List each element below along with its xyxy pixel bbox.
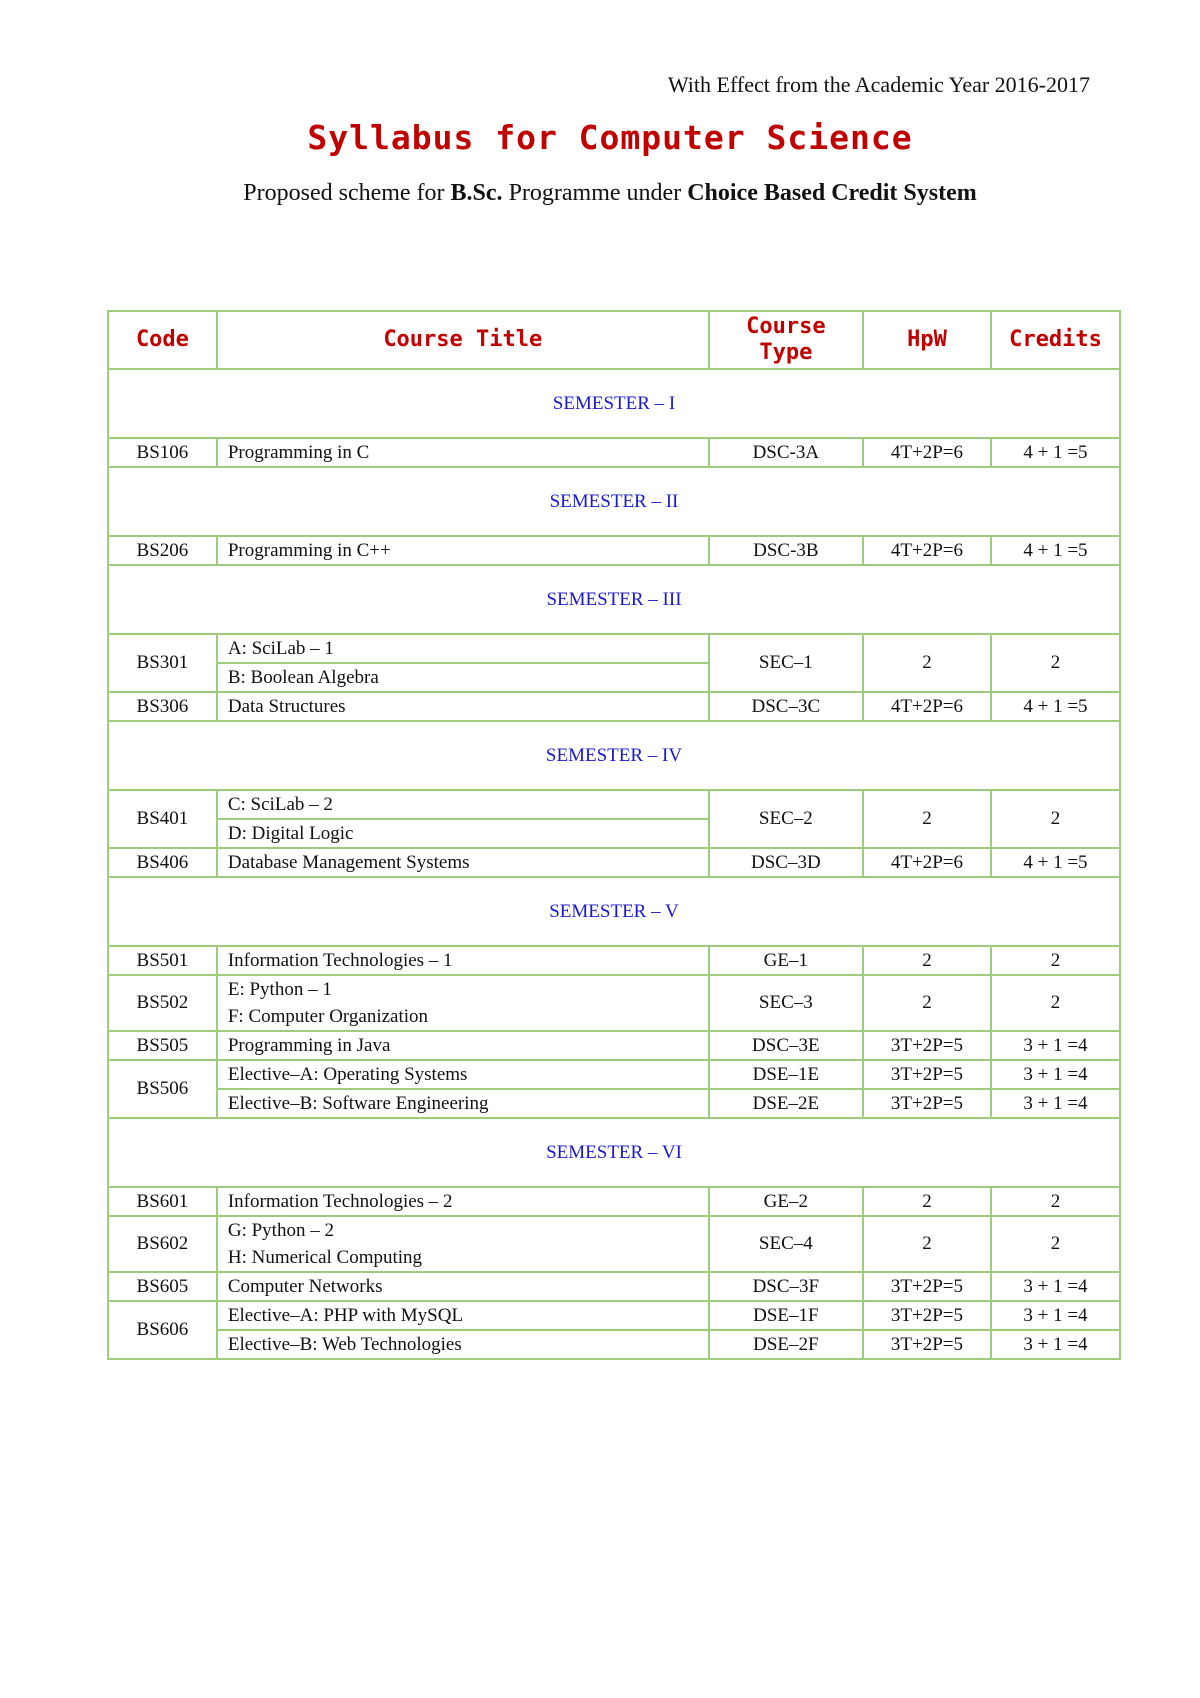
course-code: BS106	[108, 438, 217, 467]
course-type: DSE–1F	[709, 1301, 863, 1330]
semester-label: SEMESTER – II	[108, 467, 1120, 536]
course-type: SEC–4	[709, 1216, 863, 1272]
course-type: GE–1	[709, 946, 863, 975]
header-course-type: Course Type	[709, 311, 863, 369]
header-credits: Credits	[991, 311, 1120, 369]
course-credits: 2	[991, 1187, 1120, 1216]
effective-year: With Effect from the Academic Year 2016-2017	[667, 72, 1090, 97]
course-type: GE–2	[709, 1187, 863, 1216]
semester-label: SEMESTER – V	[108, 877, 1120, 946]
course-title: Information Technologies – 2	[217, 1187, 709, 1216]
course-hpw: 2	[863, 946, 991, 975]
course-credits: 3 + 1 =4	[991, 1031, 1120, 1060]
course-credits: 2	[991, 1216, 1120, 1272]
course-hpw: 2	[863, 790, 991, 848]
course-hpw: 4T+2P=6	[863, 438, 991, 467]
course-hpw: 3T+2P=5	[863, 1330, 991, 1359]
course-code: BS301	[108, 634, 217, 692]
course-type: DSC–3C	[709, 692, 863, 721]
table-row	[108, 1272, 1120, 1301]
header-hpw: HpW	[863, 311, 991, 369]
course-credits: 4 + 1 =5	[991, 536, 1120, 565]
course-credits: 3 + 1 =4	[991, 1301, 1120, 1330]
course-hpw: 3T+2P=5	[863, 1301, 991, 1330]
course-title: Database Management Systems	[217, 848, 709, 877]
course-code: BS601	[108, 1187, 217, 1216]
course-code: BS505	[108, 1031, 217, 1060]
table-row	[108, 536, 1120, 565]
semester-label: SEMESTER – IV	[108, 721, 1120, 790]
semester-row	[108, 369, 1120, 438]
course-type: DSE–2F	[709, 1330, 863, 1359]
course-credits: 2	[991, 634, 1120, 692]
table-row	[108, 1031, 1120, 1060]
course-credits: 2	[991, 790, 1120, 848]
course-type: SEC–3	[709, 975, 863, 1031]
course-code: BS306	[108, 692, 217, 721]
course-code: BS605	[108, 1272, 217, 1301]
course-title: Elective–A: PHP with MySQL	[217, 1301, 709, 1330]
table-row	[108, 790, 1120, 819]
course-title: A: SciLab – 1	[217, 634, 709, 663]
course-type: DSC-3B	[709, 536, 863, 565]
semester-row	[108, 467, 1120, 536]
semester-row	[108, 721, 1120, 790]
course-type: DSC–3E	[709, 1031, 863, 1060]
page-title: Syllabus for Computer Science	[307, 118, 913, 157]
course-credits: 4 + 1 =5	[991, 692, 1120, 721]
semester-row	[108, 565, 1120, 634]
course-hpw: 2	[863, 1187, 991, 1216]
course-credits: 4 + 1 =5	[991, 438, 1120, 467]
table-row	[108, 1060, 1120, 1089]
course-credits: 3 + 1 =4	[991, 1060, 1120, 1089]
course-hpw: 2	[863, 634, 991, 692]
course-title: Programming in Java	[217, 1031, 709, 1060]
course-hpw: 4T+2P=6	[863, 848, 991, 877]
course-title: B: Boolean Algebra	[217, 663, 709, 692]
table-row	[108, 946, 1120, 975]
course-code: BS206	[108, 536, 217, 565]
course-code: BS501	[108, 946, 217, 975]
course-credits: 3 + 1 =4	[991, 1330, 1120, 1359]
course-credits: 2	[991, 975, 1120, 1031]
course-credits: 3 + 1 =4	[991, 1272, 1120, 1301]
table-row	[108, 1330, 1120, 1359]
course-table	[107, 310, 1121, 1360]
course-code: BS606	[108, 1301, 217, 1359]
table-row	[108, 1216, 1120, 1244]
table-row	[108, 438, 1120, 467]
course-title: Data Structures	[217, 692, 709, 721]
course-title: Computer Networks	[217, 1272, 709, 1301]
semester-label: SEMESTER – III	[108, 565, 1120, 634]
course-hpw: 2	[863, 1216, 991, 1272]
course-type: DSC-3A	[709, 438, 863, 467]
header-course-title: Course Title	[217, 311, 709, 369]
course-type: DSE–1E	[709, 1060, 863, 1089]
course-code: BS502	[108, 975, 217, 1031]
course-type: DSE–2E	[709, 1089, 863, 1118]
course-title: Programming in C	[217, 438, 709, 467]
page-subtitle: Proposed scheme for B.Sc. Programme under Choice Based Credit System	[243, 180, 977, 206]
table-row	[108, 1187, 1120, 1216]
course-title: Elective–A: Operating Systems	[217, 1060, 709, 1089]
course-type: DSC–3F	[709, 1272, 863, 1301]
header-code: Code	[108, 311, 217, 369]
course-code: BS506	[108, 1060, 217, 1118]
course-hpw: 3T+2P=5	[863, 1060, 991, 1089]
course-title: Information Technologies – 1	[217, 946, 709, 975]
course-type: SEC–2	[709, 790, 863, 848]
semester-label: SEMESTER – VI	[108, 1118, 1120, 1187]
course-credits: 4 + 1 =5	[991, 848, 1120, 877]
course-title: F: Computer Organization	[217, 1003, 709, 1031]
header-row	[108, 311, 1120, 369]
table-row	[108, 848, 1120, 877]
course-title: Elective–B: Web Technologies	[217, 1330, 709, 1359]
semester-label: SEMESTER – I	[108, 369, 1120, 438]
course-hpw: 4T+2P=6	[863, 692, 991, 721]
course-title: C: SciLab – 2	[217, 790, 709, 819]
semester-row	[108, 877, 1120, 946]
course-title: H: Numerical Computing	[217, 1244, 709, 1272]
course-credits: 2	[991, 946, 1120, 975]
course-code: BS406	[108, 848, 217, 877]
course-hpw: 3T+2P=5	[863, 1272, 991, 1301]
course-type: DSC–3D	[709, 848, 863, 877]
table-row	[108, 634, 1120, 663]
table-row	[108, 1089, 1120, 1118]
table-row	[108, 1301, 1120, 1330]
course-credits: 3 + 1 =4	[991, 1089, 1120, 1118]
course-type: SEC–1	[709, 634, 863, 692]
course-hpw: 2	[863, 975, 991, 1031]
course-title: G: Python – 2	[217, 1216, 709, 1244]
course-title: Programming in C++	[217, 536, 709, 565]
course-hpw: 3T+2P=5	[863, 1089, 991, 1118]
course-hpw: 3T+2P=5	[863, 1031, 991, 1060]
course-code: BS401	[108, 790, 217, 848]
course-title: D: Digital Logic	[217, 819, 709, 848]
course-title: E: Python – 1	[217, 975, 709, 1003]
course-title: Elective–B: Software Engineering	[217, 1089, 709, 1118]
course-hpw: 4T+2P=6	[863, 536, 991, 565]
table-row	[108, 692, 1120, 721]
table-row	[108, 975, 1120, 1003]
semester-row	[108, 1118, 1120, 1187]
course-code: BS602	[108, 1216, 217, 1272]
